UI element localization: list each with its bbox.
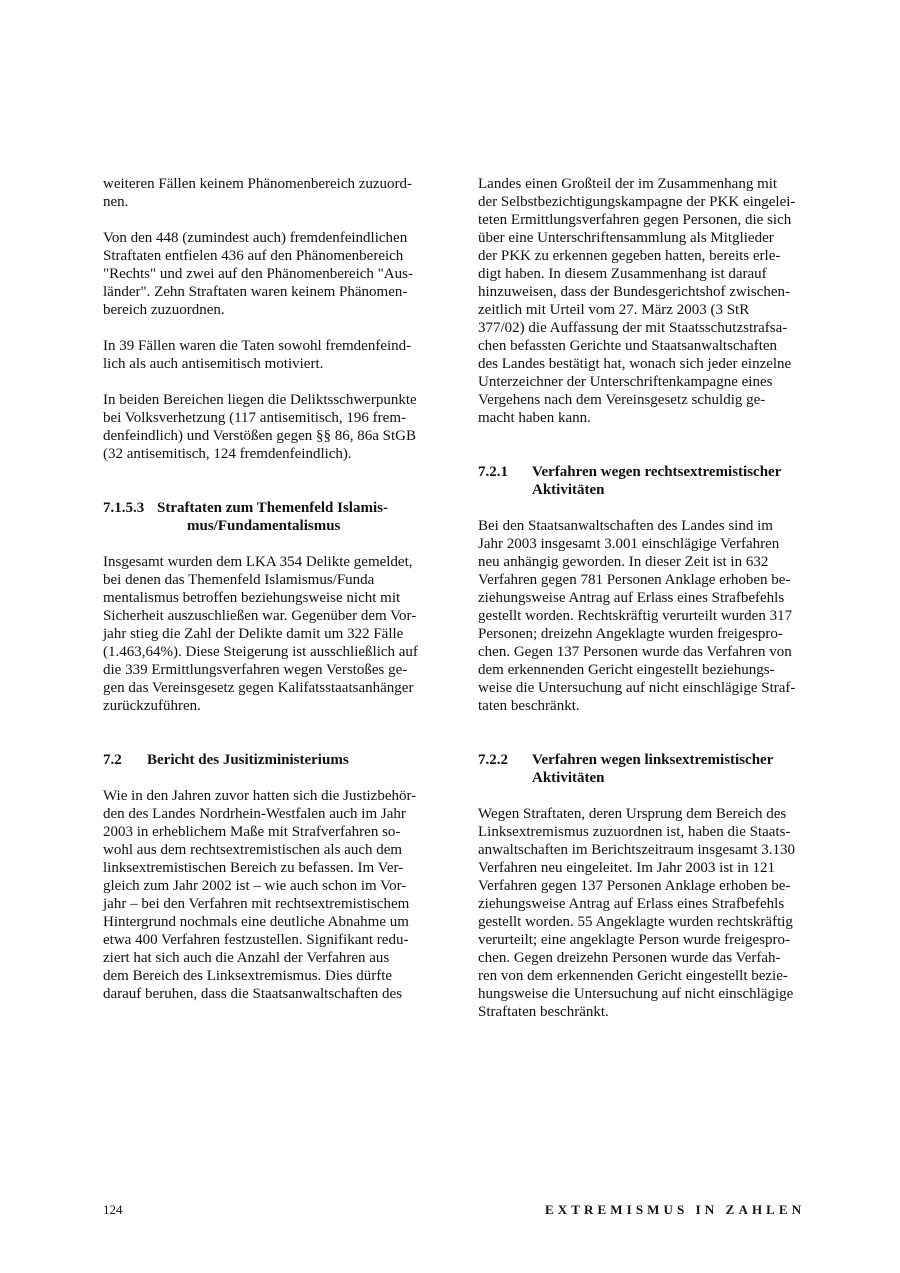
section-title: Verfahren wegen linksextremistischer bbox=[532, 752, 774, 768]
section-heading-7-2 bbox=[103, 751, 423, 769]
paragraph-islamismus: Insgesamt wurden dem LKA 354 Delikte gemeldet, bei denen das Themenfeld Islamismus/Funda mentalismus betroffen beziehungsweise nicht mit Sicherheit auszuschließen war. Gegenüber dem Vor- jahr stieg die Zahl der Delikte damit um 322 Fälle (1.463,64%). Diese Steigerung ist ausschließlich auf die 339 Ermittlungsverfahren wegen Verstoßes ge- gen das Vereinsgesetz gegen Kalifatsstaatsanhänger zurückzuführen. bbox=[103, 554, 418, 714]
paragraph-phaenomen-continuation: weiteren Fällen keinem Phänomenbereich zuzuord- nen. bbox=[103, 176, 413, 210]
section-number: 7.2 bbox=[103, 752, 122, 768]
section-number: 7.1.5.3 bbox=[103, 500, 145, 516]
paragraph-deliktsschwerpunkte: In beiden Bereichen liegen die Deliktsschwerpunkte bei Volksverhetzung (117 antisemitisch, 196 frem- denfeindlich) und Verstößen gegen §§ 86, 86a StGB (32 antisemitisch, 124 fremdenfeindlich). bbox=[103, 392, 417, 462]
paragraph-linksextremistisch-verfahren: Wegen Straftaten, deren Ursprung dem Bereich des Linksextremismus zuzuordnen ist, haben die Staats- anwaltschaften im Berichtszeitraum insgesamt 3.130 Verfahren neu eingeleitet. Im Jahr 2003 ist in 121 Verfahren gegen 137 Personen Anklage erhoben be- ziehungsweise Antrag auf Erlass eines Strafbefehls gestellt worden. 55 Angeklagte wurden rechtskräftig verurteilt; eine angeklagte Person wurde freigespro- chen. Gegen dreizehn Personen wurde das Verfah- ren von dem erkennenden Gericht eingestellt bezie- hungsweise die Untersuchung auf nicht einschlägige Straftaten beschränkt. bbox=[478, 806, 795, 1020]
section-title: Bericht des Jusitizministeriums bbox=[147, 752, 349, 768]
section-heading-7-2-1: 7.2.1 Verfahren wegen rechtsextremistischer Aktivitäten bbox=[478, 463, 800, 499]
page-number: 124 bbox=[103, 1202, 123, 1217]
section-heading-7-2-2: 7.2.2 Verfahren wegen linksextremistischer Aktivitäten bbox=[478, 751, 800, 787]
paragraph-rechtsextremistisch-verfahren: Bei den Staatsanwaltschaften des Landes sind im Jahr 2003 insgesamt 3.001 einschlägige Verfahren neu anhängig geworden. In dieser Zeit ist in 632 Verfahren gegen 781 Personen Anklage erhoben be- ziehungsweise Antrag auf Erlass eines Strafbefehls gestellt worden. Rechtskräftig verurteilt wurden 317 Personen; dreizehn Angeklagte wurden freigespro- chen. Gegen 137 Personen wurde das Verfahren von dem erkennenden Gericht eingestellt beziehungs- weise die Untersuchung auf nicht einschlägige Straf- taten beschränkt. bbox=[478, 518, 796, 714]
paragraph-justizbehoerden: Wie in den Jahren zuvor hatten sich die Justizbehör- den des Landes Nordrhein-Westfalen auch im Jahr 2003 in erheblichem Maße mit Strafverfahren so- wohl aus dem rechtsextremistischen als auch dem linksextremistischen Bereich zu befassen. Im Ver- gleich zum Jahr 2002 ist – wie auch schon im Vor- jahr – bei den Verfahren mit rechtsextremistischem Hintergrund nochmals eine deutliche Abnahme um etwa 400 Verfahren festzustellen. Signifikant redu- ziert hat sich auch die Anzahl der Verfahren aus dem Bereich des Linksextremismus. Dies dürfte darauf beruhen, dass die Staatsanwaltschaften des bbox=[103, 788, 417, 1002]
paragraph-pkk: Landes einen Großteil der im Zusammenhang mit der Selbstbezichtigungskampagne der PKK eingelei- teten Ermittlungsverfahren gegen Personen, die sich über eine Unterschriftensammlung als Mitglieder der PKK zu erkennen gegeben hatten, bereits erle- digt haben. In diesem Zusammenhang ist darauf hinzuweisen, dass der Bundesgerichtshof zwischen- zeitlich mit Urteil vom 27. März 2003 (3 StR 377/02) die Auffassung der mit Staatsschutzstrafsa- chen befassten Gerichte und Staatsanwaltschaften des Landes bestätigt hat, wonach sich jeder einzelne Unterzeichner der Unterschriftenkampagne eines Vergehens nach dem Vereinsgesetz schuldig ge- macht haben kann. bbox=[478, 176, 796, 426]
running-title: EXTREMISMUS IN ZAHLEN bbox=[545, 1202, 806, 1217]
section-title: Verfahren wegen rechtsextremistischer bbox=[532, 464, 782, 480]
section-number: 7.2.1 bbox=[478, 464, 508, 480]
paragraph-39-faelle: In 39 Fällen waren die Taten sowohl fremdenfeind- lich als auch antisemitisch motiviert. bbox=[103, 338, 412, 372]
right-column bbox=[478, 175, 800, 1039]
paragraph-fremdenfeindlich: Von den 448 (zumindest auch) fremdenfeindlichen Straftaten entfielen 436 auf den Phänomenbereich "Rechts" und zwei auf den Phänomenbereich "Aus- länder". Zehn Straftaten waren keinem Phänomen- bereich zuzuordnen. bbox=[103, 230, 413, 318]
section-heading-7-1-5-3: 7.1.5.3 Straftaten zum Themenfeld Islamis- mus/Fundamentalismus bbox=[103, 499, 423, 535]
left-column bbox=[103, 175, 423, 1021]
section-title: Straftaten zum Themenfeld Islamis- bbox=[157, 500, 388, 516]
section-number: 7.2.2 bbox=[478, 752, 508, 768]
